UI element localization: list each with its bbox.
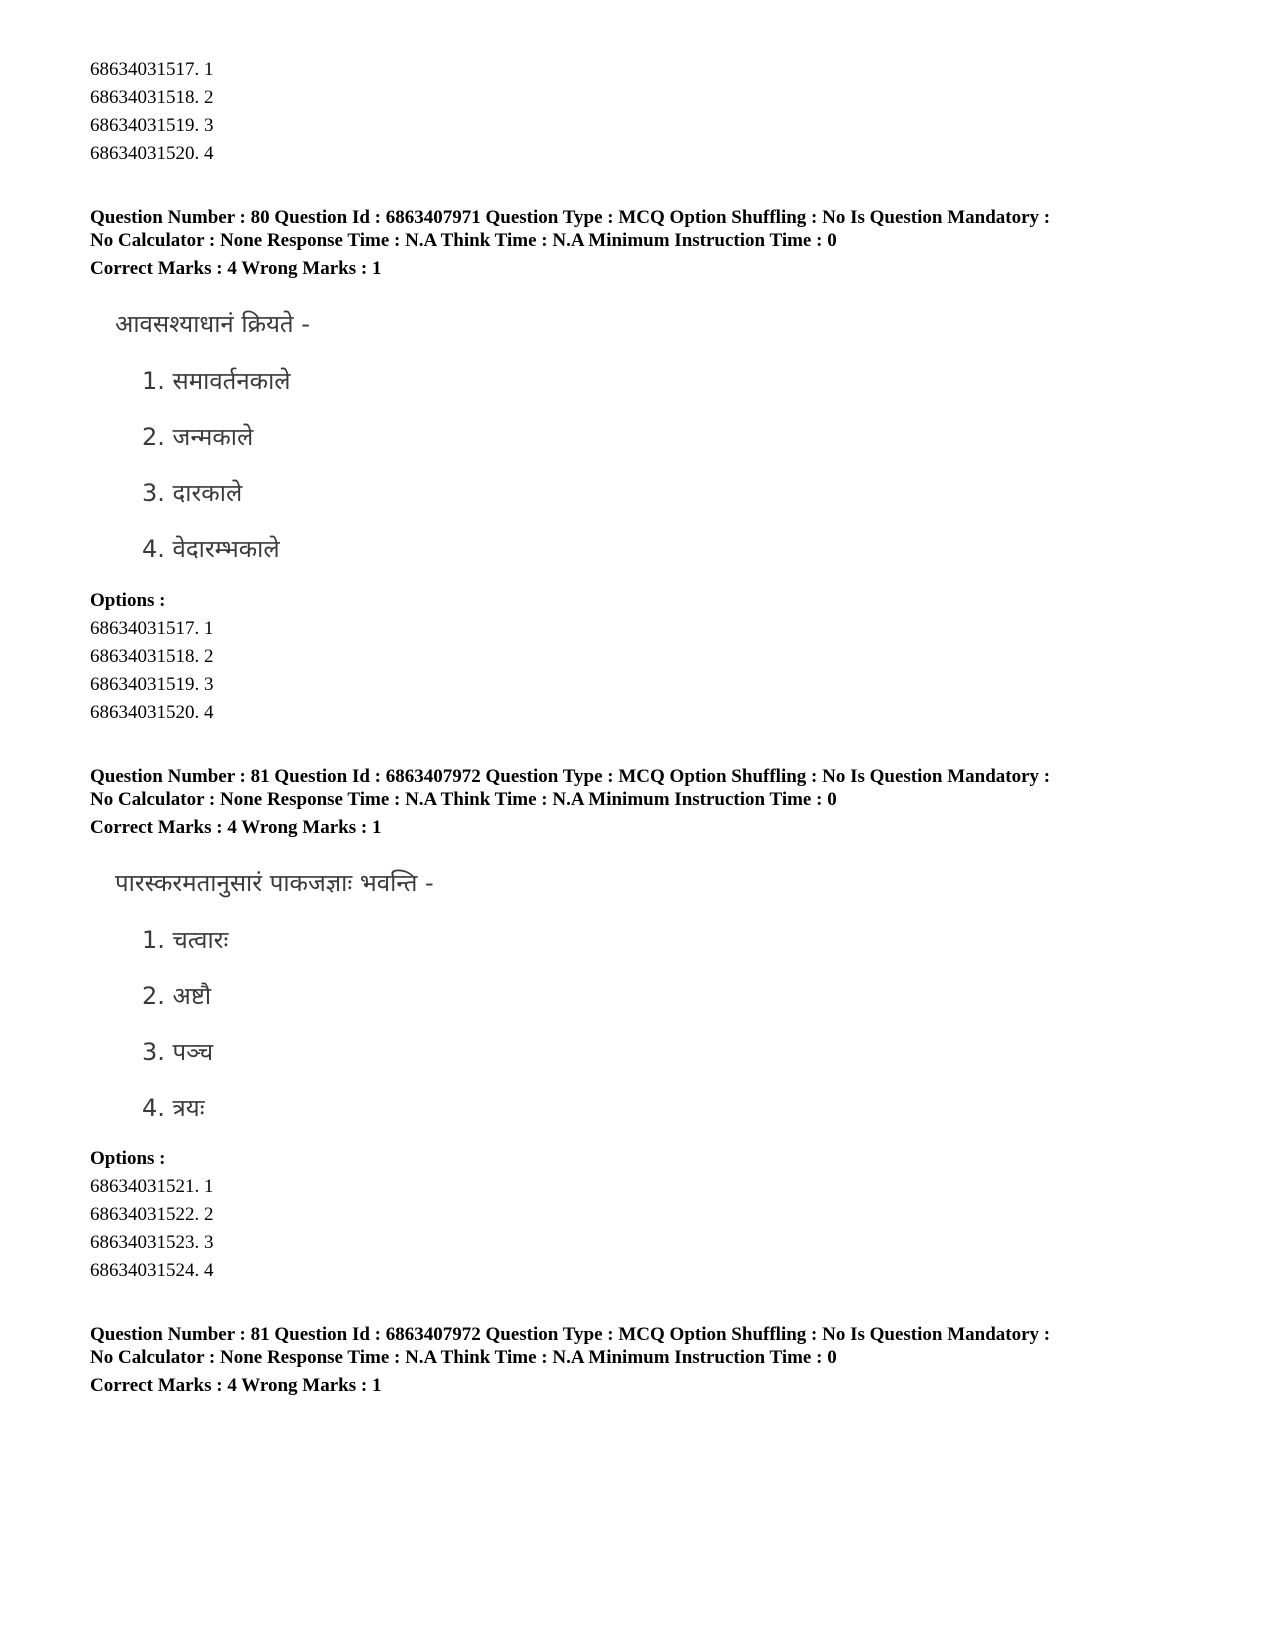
- option-line: 68634031517. 1: [90, 59, 214, 80]
- options-label: Options :: [90, 1148, 166, 1169]
- question-header-cont: No Calculator : None Response Time : N.A Think Time : N.A Minimum Instruction Time : 0: [90, 1347, 837, 1368]
- option-line: 68634031518. 2: [90, 646, 214, 667]
- option-line: 68634031520. 4: [90, 143, 214, 164]
- question-choice: 2. जन्मकाले: [142, 423, 254, 451]
- question-stem: आवसश्याधानं क्रियते -: [115, 310, 310, 338]
- option-line: 68634031523. 3: [90, 1232, 214, 1253]
- question-stem: पारस्करमतानुसारं पाकजज्ञाः भवन्ति -: [115, 869, 434, 897]
- question-choice: 1. समावर्तनकाले: [142, 367, 291, 395]
- option-line: 68634031517. 1: [90, 618, 214, 639]
- option-line: 68634031518. 2: [90, 87, 214, 108]
- question-marks: Correct Marks : 4 Wrong Marks : 1: [90, 258, 382, 279]
- question-choice: 3. पञ्च: [142, 1038, 214, 1066]
- options-label: Options :: [90, 590, 166, 611]
- question-choice: 4. वेदारम्भकाले: [142, 535, 280, 563]
- question-header: Question Number : 80 Question Id : 6863407971 Question Type : MCQ Option Shuffling : No Is Question Mandatory :: [90, 207, 1051, 228]
- question-choice: 3. दारकाले: [142, 479, 243, 507]
- question-choice: 2. अष्टौ: [142, 982, 212, 1010]
- question-header: Question Number : 81 Question Id : 6863407972 Question Type : MCQ Option Shuffling : No Is Question Mandatory :: [90, 766, 1051, 787]
- question-choice: 4. त्रयः: [142, 1094, 205, 1122]
- question-marks: Correct Marks : 4 Wrong Marks : 1: [90, 817, 382, 838]
- option-line: 68634031519. 3: [90, 115, 214, 136]
- option-line: 68634031522. 2: [90, 1204, 214, 1225]
- option-line: 68634031520. 4: [90, 702, 214, 723]
- option-line: 68634031519. 3: [90, 674, 214, 695]
- question-marks: Correct Marks : 4 Wrong Marks : 1: [90, 1375, 382, 1396]
- question-header-cont: No Calculator : None Response Time : N.A Think Time : N.A Minimum Instruction Time : 0: [90, 230, 837, 251]
- question-choice: 1. चत्वारः: [142, 926, 229, 954]
- option-line: 68634031524. 4: [90, 1260, 214, 1281]
- option-line: 68634031521. 1: [90, 1176, 214, 1197]
- question-header: Question Number : 81 Question Id : 6863407972 Question Type : MCQ Option Shuffling : No Is Question Mandatory :: [90, 1324, 1051, 1345]
- question-header-cont: No Calculator : None Response Time : N.A Think Time : N.A Minimum Instruction Time : 0: [90, 789, 837, 810]
